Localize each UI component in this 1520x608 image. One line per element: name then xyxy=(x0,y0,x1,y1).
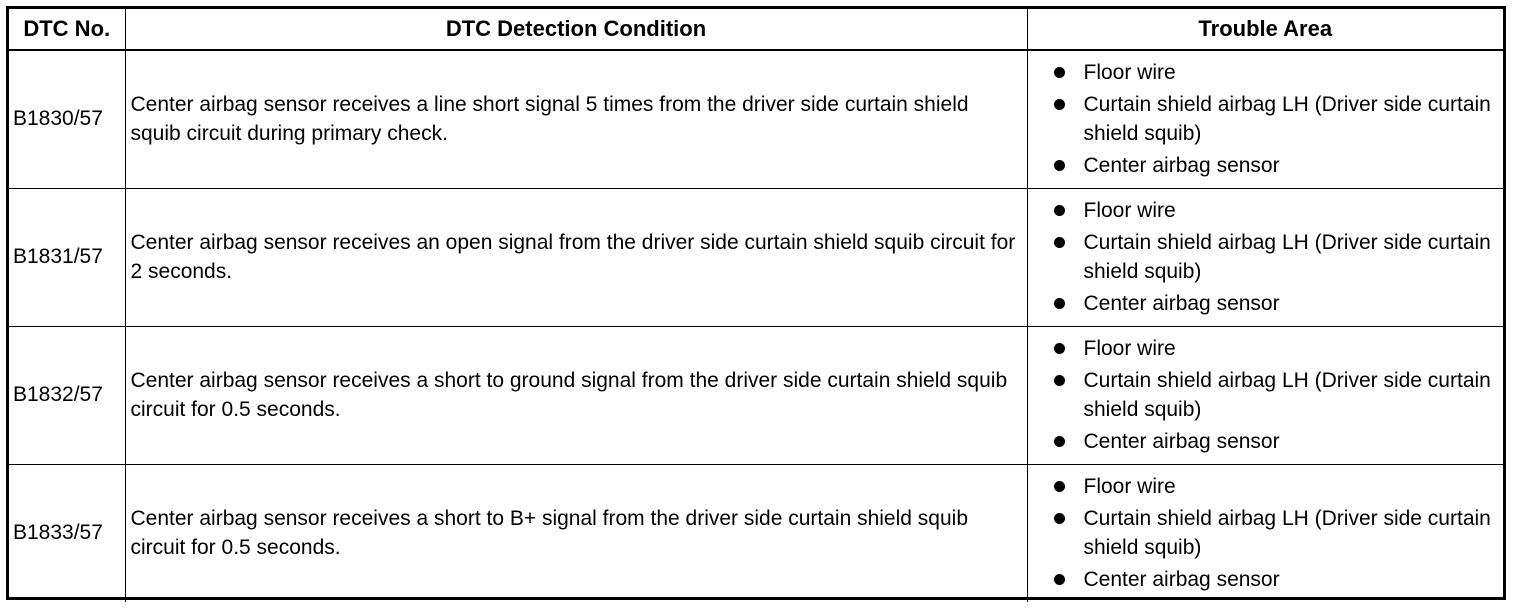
trouble-area-text: Curtain shield airbag LH (Driver side curtain shield squib) xyxy=(1083,368,1491,421)
list-item xyxy=(1050,228,1498,286)
dtc-code-cell: B1833/57 xyxy=(9,464,125,602)
bullet-icon xyxy=(1054,160,1065,171)
table-row xyxy=(9,50,1503,188)
detection-condition-cell: Center airbag sensor receives a short to ground signal from the driver side curtain shield squib circuit for 0.5 seconds. xyxy=(125,326,1027,464)
bullet-icon xyxy=(1054,99,1065,110)
trouble-area-cell xyxy=(1027,50,1503,188)
table-row xyxy=(9,326,1503,464)
trouble-area-text: Floor wire xyxy=(1083,474,1176,498)
header-trouble-area: Trouble Area xyxy=(1027,9,1503,50)
trouble-area-text: Floor wire xyxy=(1083,60,1176,84)
trouble-area-text: Floor wire xyxy=(1083,336,1176,360)
trouble-area-text: Center airbag sensor xyxy=(1083,153,1280,177)
table-row xyxy=(9,188,1503,326)
trouble-area-text: Curtain shield airbag LH (Driver side curtain shield squib) xyxy=(1083,506,1491,559)
table-row xyxy=(9,464,1503,602)
header-row xyxy=(9,9,1503,50)
list-item xyxy=(1050,565,1498,594)
dtc-table xyxy=(9,9,1503,602)
bullet-icon xyxy=(1054,436,1065,447)
bullet-icon xyxy=(1054,574,1065,585)
trouble-area-text: Center airbag sensor xyxy=(1083,429,1280,453)
list-item xyxy=(1050,90,1498,148)
header-dtc-no: DTC No. xyxy=(9,9,125,50)
dtc-code-cell: B1830/57 xyxy=(9,50,125,188)
bullet-icon xyxy=(1054,237,1065,248)
list-item xyxy=(1050,334,1498,363)
list-item xyxy=(1050,366,1498,424)
list-item xyxy=(1050,151,1498,180)
trouble-area-list xyxy=(1050,472,1498,594)
header-detection-condition: DTC Detection Condition xyxy=(125,9,1027,50)
list-item xyxy=(1050,196,1498,225)
bullet-icon xyxy=(1054,67,1065,78)
trouble-area-text: Curtain shield airbag LH (Driver side curtain shield squib) xyxy=(1083,230,1491,283)
list-item xyxy=(1050,427,1498,456)
dtc-table-frame xyxy=(6,6,1506,600)
trouble-area-cell xyxy=(1027,326,1503,464)
dtc-code-cell: B1831/57 xyxy=(9,188,125,326)
trouble-area-text: Floor wire xyxy=(1083,198,1176,222)
bullet-icon xyxy=(1054,481,1065,492)
trouble-area-text: Curtain shield airbag LH (Driver side curtain shield squib) xyxy=(1083,92,1491,145)
bullet-icon xyxy=(1054,298,1065,309)
trouble-area-list xyxy=(1050,196,1498,318)
bullet-icon xyxy=(1054,205,1065,216)
list-item xyxy=(1050,289,1498,318)
list-item xyxy=(1050,58,1498,87)
trouble-area-text: Center airbag sensor xyxy=(1083,567,1280,591)
list-item xyxy=(1050,504,1498,562)
dtc-code-cell: B1832/57 xyxy=(9,326,125,464)
detection-condition-cell: Center airbag sensor receives a line short signal 5 times from the driver side curtain shield squib circuit during primary check. xyxy=(125,50,1027,188)
trouble-area-text: Center airbag sensor xyxy=(1083,291,1280,315)
trouble-area-cell xyxy=(1027,464,1503,602)
detection-condition-cell: Center airbag sensor receives an open signal from the driver side curtain shield squib circuit for 2 seconds. xyxy=(125,188,1027,326)
detection-condition-cell: Center airbag sensor receives a short to B+ signal from the driver side curtain shield squib circuit for 0.5 seconds. xyxy=(125,464,1027,602)
bullet-icon xyxy=(1054,343,1065,354)
list-item xyxy=(1050,472,1498,501)
trouble-area-list xyxy=(1050,58,1498,180)
bullet-icon xyxy=(1054,513,1065,524)
trouble-area-cell xyxy=(1027,188,1503,326)
trouble-area-list xyxy=(1050,334,1498,456)
bullet-icon xyxy=(1054,375,1065,386)
